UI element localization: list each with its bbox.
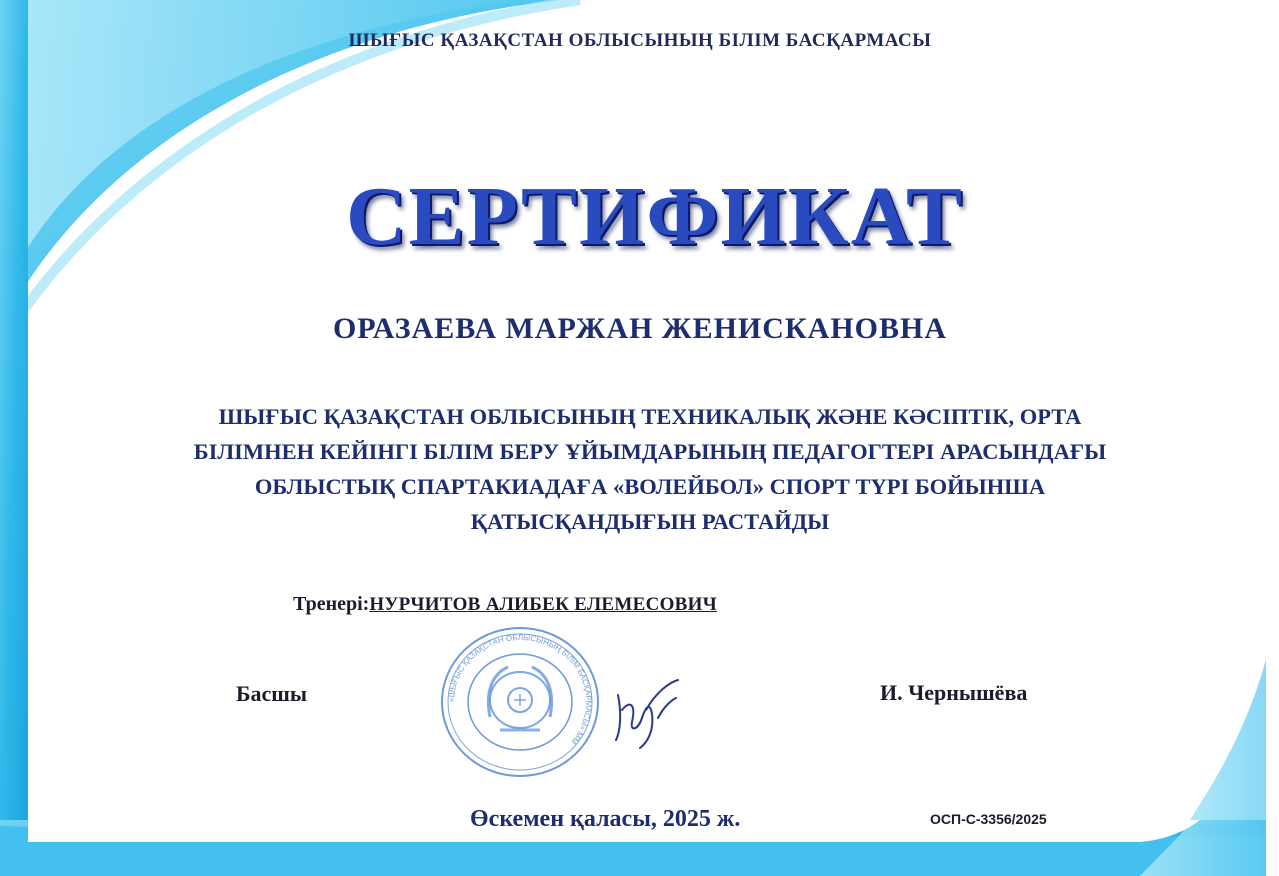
body-line: ҚАТЫСҚАНДЫҒЫН РАСТАЙДЫ xyxy=(470,509,830,534)
body-line: ОБЛЫСТЫҚ СПАРТАКИАДАҒА «ВОЛЕЙБОЛ» СПОРТ ТҮРІ БОЙЫНША xyxy=(254,474,1046,499)
state-emblem-seal-icon xyxy=(430,622,610,782)
body-line: БІЛІМНЕН КЕЙІНГІ БІЛІМ БЕРУ ҰЙЫМДАРЫНЫҢ ПЕДАГОГТЕРІ АРАСЫНДАҒЫ xyxy=(193,439,1107,464)
certificate-title: СЕРТИФИКАТ xyxy=(345,170,965,263)
handwritten-signature-icon xyxy=(600,670,690,760)
coach-name: НУРЧИТОВ АЛИБЕК ЕЛЕМЕСОВИЧ xyxy=(369,594,717,615)
document-number: ОСП-С-3356/2025 xyxy=(930,811,1047,827)
city-year: Өскемен қаласы, 2025 ж. xyxy=(470,806,741,832)
certificate-body xyxy=(120,399,1180,539)
body-line: ШЫҒЫС ҚАЗАҚСТАН ОБЛЫСЫНЫҢ ТЕХНИКАЛЫҚ ЖӘНЕ КӘСІПТІК, ОРТА xyxy=(218,404,1082,429)
recipient-name: ОРАЗАЕВА МАРЖАН ЖЕНИСКАНОВНА xyxy=(332,312,948,345)
coach-line xyxy=(293,593,717,616)
seal-ring-text: «ШЫҒЫС ҚАЗАҚСТАН ОБЛЫСЫНЫҢ БІЛІМ БАСҚАРМАСЫ» ММ xyxy=(446,632,594,747)
issuer-heading: ШЫҒЫС ҚАЗАҚСТАН ОБЛЫСЫНЫҢ БІЛІМ БАСҚАРМАСЫ xyxy=(348,30,932,51)
head-label: Басшы xyxy=(236,681,308,706)
coach-label: Тренері: xyxy=(293,593,370,615)
head-name: И. Чернышёва xyxy=(880,680,1028,705)
